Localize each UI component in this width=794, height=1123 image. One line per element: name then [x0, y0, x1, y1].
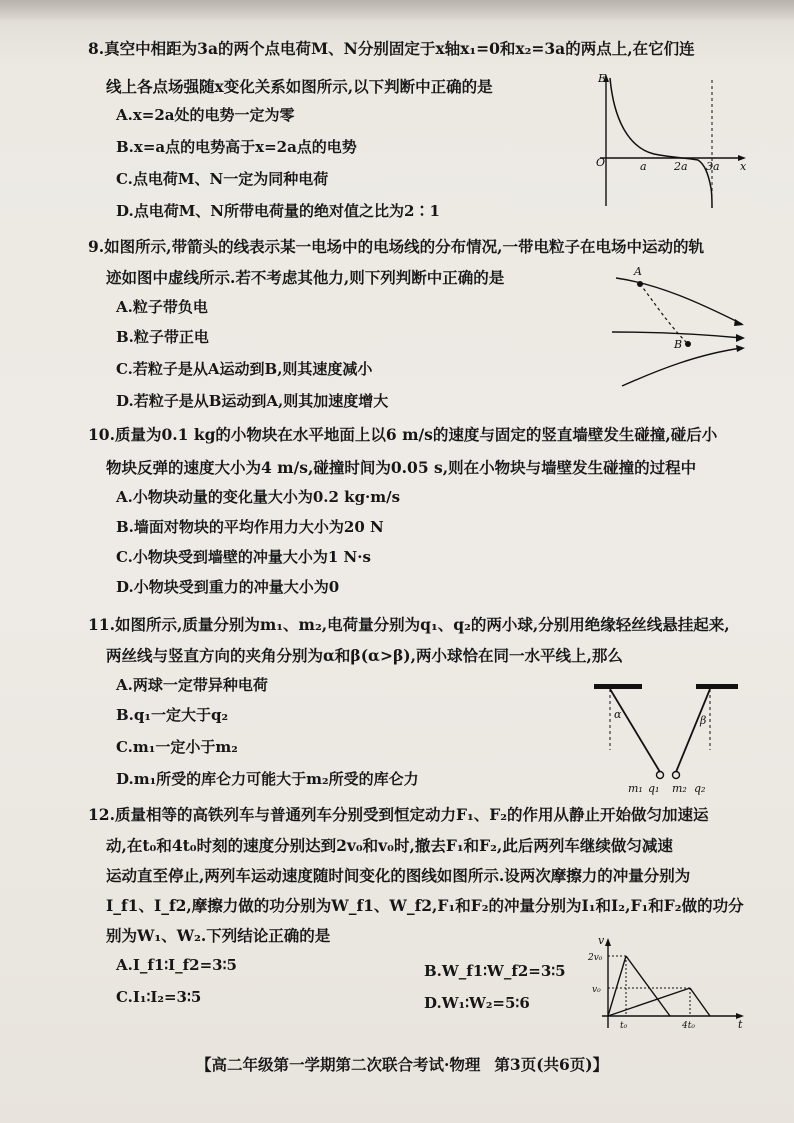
- q11-label-m2: m₂: [672, 782, 687, 795]
- q8-graph-tick-2a: 2a: [674, 160, 688, 173]
- q8-graph-origin: O: [596, 156, 606, 169]
- q8-stem-line2: 线上各点场强随x变化关系如图所示,以下判断中正确的是: [106, 77, 493, 96]
- q12-option-b: B.W_f1∶W_f2=3∶5: [424, 962, 566, 980]
- q11-stem-line1: 11.如图所示,质量分别为m₁、m₂,电荷量分别为q₁、q₂的两小球,分别用绝缘轻丝线悬挂起来,: [88, 615, 730, 634]
- q11-option-a: A.两球一定带异种电荷: [116, 676, 268, 694]
- q8-graph-tick-3a: 3a: [706, 160, 720, 173]
- q12-stem-line1: 12.质量相等的高铁列车与普通列车分别受到恒定动力F₁、F₂的作用从静止开始做匀加速运: [88, 805, 709, 824]
- q11-option-c: C.m₁一定小于m₂: [116, 738, 238, 756]
- q12-stem-line4: I_f1、I_f2,摩擦力做的功分别为W_f1、W_f2,F₁和F₂的冲量分别为I₁和I₂,F₁和F₂做的功分: [106, 896, 744, 915]
- q8-option-d: D.点电荷M、N所带电荷量的绝对值之比为2∶1: [116, 202, 440, 220]
- q9-point-a: A: [634, 265, 642, 278]
- q8-option-a: A.x=2a处的电势一定为零: [116, 106, 295, 124]
- q12-graph-tick-t0: t₀: [620, 1021, 628, 1031]
- scan-shadow: [0, 0, 794, 22]
- q10-option-b: B.墙面对物块的平均作用力大小为20 N: [116, 518, 384, 536]
- q11-label-q1: q₁: [648, 782, 660, 795]
- q8-option-b: B.x=a点的电势高于x=2a点的电势: [116, 138, 357, 156]
- q8-graph-y-label: E: [598, 72, 607, 85]
- q10-option-c: C.小物块受到墙壁的冲量大小为1 N·s: [116, 548, 371, 566]
- page-footer: [196, 1053, 608, 1075]
- q10-option-d: D.小物块受到重力的冲量大小为0: [116, 578, 340, 596]
- q9-option-d: D.若粒子是从B运动到A,则其加速度增大: [116, 392, 389, 410]
- q11-angle-beta: β: [700, 714, 707, 727]
- q12-stem-line3: 运动直至停止,两列车运动速度随时间变化的图线如图所示.设两次摩擦力的冲量分别为: [106, 866, 691, 885]
- q12-option-a: A.I_f1∶I_f2=3∶5: [116, 956, 237, 974]
- q11-pendulum-figure: [592, 680, 742, 800]
- q12-velocity-graph: [588, 934, 748, 1034]
- q12-graph-x-label: t: [738, 1018, 743, 1031]
- q9-stem-line1: 9.如图所示,带箭头的线表示某一电场中的电场线的分布情况,一带电粒子在电场中运动的轨: [88, 237, 704, 256]
- footer-exam-title: 【高二年级第一学期第二次联合考试·物理: [196, 1055, 481, 1074]
- q12-option-d: D.W₁∶W₂=5∶6: [424, 994, 530, 1012]
- q11-option-d: D.m₁所受的库仑力可能大于m₂所受的库仑力: [116, 770, 419, 788]
- q8-graph-tick-a: a: [640, 160, 647, 173]
- q12-graph-tick-v0: v₀: [592, 985, 601, 995]
- q10-option-a: A.小物块动量的变化量大小为0.2 kg·m/s: [116, 488, 401, 506]
- q8-field-graph: [590, 72, 750, 212]
- footer-page-number: 第3页(共6页)】: [494, 1055, 609, 1074]
- q11-option-b: B.q₁一定大于q₂: [116, 706, 229, 724]
- q9-stem-line2: 迹如图中虚线所示.若不考虑其他力,则下列判断中正确的是: [106, 268, 505, 287]
- q8-graph-x-label: x: [740, 160, 747, 173]
- q8-stem-line1: 8.真空中相距为3a的两个点电荷M、N分别固定于x轴x₁=0和x₂=3a的两点上,在它们连: [88, 39, 695, 58]
- q11-label-q2: q₂: [694, 782, 706, 795]
- q11-stem-line2: 两丝线与竖直方向的夹角分别为α和β(α>β),两小球恰在同一水平线上,那么: [106, 646, 623, 665]
- q12-graph-y-label: v: [598, 934, 605, 947]
- q9-option-a: A.粒子带负电: [116, 298, 208, 316]
- q12-stem-line5: 别为W₁、W₂.下列结论正确的是: [106, 926, 331, 945]
- q9-field-lines-figure: [608, 262, 748, 392]
- q11-angle-alpha: α: [614, 708, 622, 721]
- q12-option-c: C.I₁∶I₂=3∶5: [116, 988, 202, 1006]
- q9-option-b: B.粒子带正电: [116, 328, 209, 346]
- q12-graph-tick-4t0: 4t₀: [682, 1021, 695, 1031]
- q12-stem-line2: 动,在t₀和4t₀时刻的速度分别达到2v₀和v₀时,撤去F₁和F₂,此后两列车继续做匀减速: [106, 836, 673, 855]
- q9-point-b: B: [674, 338, 683, 351]
- q11-label-m1: m₁: [628, 782, 643, 795]
- q8-option-c: C.点电荷M、N一定为同种电荷: [116, 170, 329, 188]
- q12-graph-tick-2v0: 2v₀: [588, 953, 603, 963]
- q10-stem-line1: 10.质量为0.1 kg的小物块在水平地面上以6 m/s的速度与固定的竖直墙壁发生碰撞,碰后小: [88, 425, 718, 444]
- q10-stem-line2: 物块反弹的速度大小为4 m/s,碰撞时间为0.05 s,则在小物块与墙壁发生碰撞的过程中: [106, 458, 697, 477]
- q9-option-c: C.若粒子是从A运动到B,则其速度减小: [116, 360, 373, 378]
